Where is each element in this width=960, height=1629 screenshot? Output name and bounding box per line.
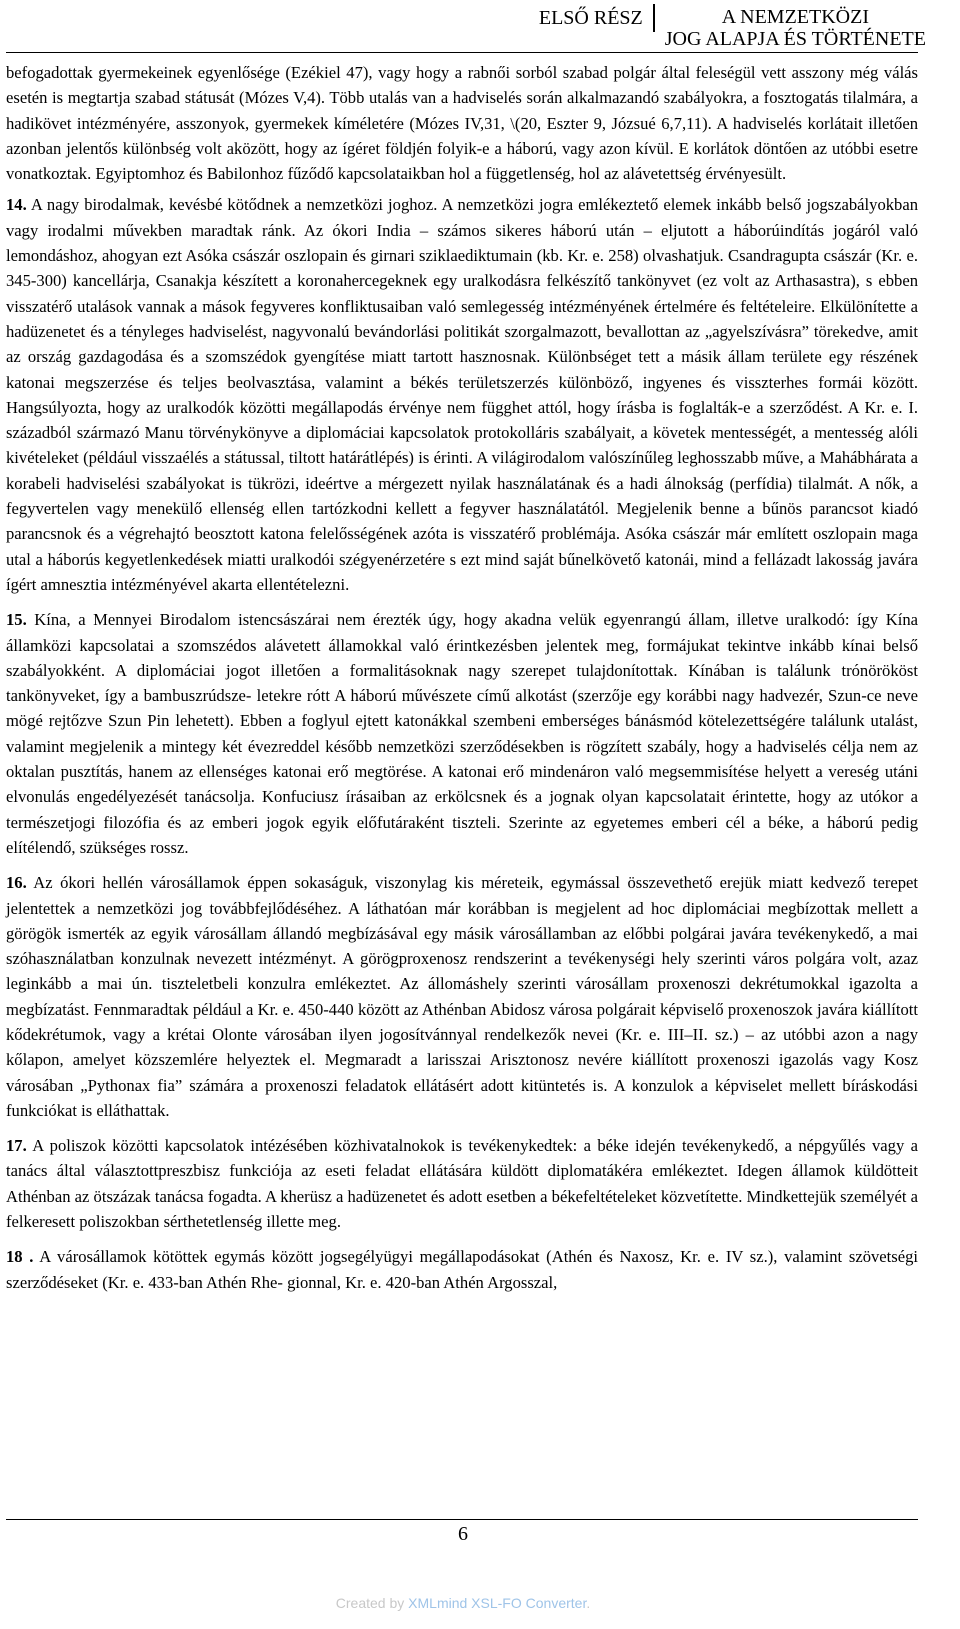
paragraph-18: [6, 1244, 918, 1295]
credit-suffix: .: [586, 1595, 591, 1611]
paragraph-number: 15.: [6, 610, 27, 630]
paragraph-text: befogadottak gyermekeinek egyenlősége (Ezékiel 47), vagy hogy a rabnői sorból szabad polgár által feleségül vett asszony még válás esetén is megtartja szabad státusát (Mózes V,4). Több utalás van a hadviselés során alkalmazandó szabályokra, a fosztogatás tilalmára, a hadikövet intézményére, asszonyok, gyermekek kíméletére (Mózes IV,31, \(20, Eszter 9, Józsué 6,7,11). A hadviselés korlátait illetően azonban jelentős különbség volt aközött, hogy az ígéret földjén folyik-e a háború, vagy azon kívül. E korlátok döntően az utóbbi esetre vonatkoztak. Egyiptomhoz és Babilonhoz fűződő kapcsolataikban hol a függetlenség, hol az alávetettség érvényesült.: [6, 63, 918, 184]
paragraph-14: [6, 192, 918, 597]
paragraph-text: A poliszok közötti kapcsolatok intézésében közhivatalnokok is tevékenykedtek: a béke idején tevékenykedő, a népgyűlés vagy a tanács által választottpreszbisz funkciója az eseti feladat ellátására küldött diplomatákéra emlékeztet. Idegen államok küldötteit Athénban az ötszázak tanácsa fogadta. A kherüsz a hadüzenetet és adott esetben a békefeltételeket közvetítette. Mindkettejük személyét a felkeresett poliszokban sérthetetlenség illette meg.: [6, 1136, 918, 1232]
paragraph-text: A városállamok kötöttek egymás között jogsegélyügyi megállapodásokat (Athén és Naxosz, Kr. e. IV sz.), valamint szövetségi szerződéseket (Kr. e. 433-ban Athén Rhe- gionnal, Kr. e. 420-ban Athén Argosszal,: [6, 1247, 919, 1292]
credit-prefix: Created by: [335, 1595, 409, 1611]
paragraph-continuation: [6, 60, 918, 186]
header-divider: [6, 52, 918, 53]
converter-credit: [0, 1595, 926, 1611]
paragraph-number: 14.: [6, 195, 27, 215]
paragraph-number: 17.: [6, 1136, 27, 1156]
header-title: [655, 4, 926, 50]
header-title-line-2: JOG ALAPJA ÉS TÖRTÉNETE: [664, 28, 926, 50]
paragraph-number: 16.: [6, 873, 27, 893]
paragraph-text: A nagy birodalmak, kevésbé kötődnek a nemzetközi joghoz. A nemzetközi jogra emlékeztető elemek inkább belső jogszabályokban vagy irodalmi művekben maradtak ránk. Az ókori India – számos sikeres háború után – eljutott a háborúindítás jogáról való lemondáshoz, ahogyan ezt Asóka császár oszlopain és girnari sziklaediktumain (kb. Kr. e. 258) olvashatjuk. Csandragupta császár (Kr. e. 345-300) kancellárja, Csanakja készített a koronahercegeknek egy uralkodásra felkészítő tankönyvet (ez volt az Arthasastra), s ebben visszatérő utalások vannak a mások fegyveres konfliktusaiban való semlegesség intézményének értelmére és feltételeire. Elkülönítette a hadüzenetet és a tényleges hadviselést, nagyvonalú bevándorlási politikát szorgalmazott, bevallottan az „agyelszívásra” törekedve, amit az ország gazdagodása és a szomszédok gyengítése miatt tartott hasznosnak. Különbséget tett a másik állam területe egy részének katonai megszerzése és teljes beolvasztása, valamint a békés területszerzés különböző, ingyenes és visszterhes formái között. Hangsúlyozta, hogy az uralkodók közötti megállapodás érvénye nem függhet attól, hogy írásba is foglalták-e a szerződést. A Kr. e. I. századból származó Manu törvénykönyve a diplomáciai kapcsolatok protokolláris szabályait, a követek mentességét, a mentesség alóli kivételeket (például visszaélés a státussal, tiltott határátlépés) is érinti. A világirodalom valószínűleg leghosszabb műve, a Mahábhárata a korabeli hadviselési szabályokat is tükrözi, ideértve a mérgezett nyilak használatának és a hadi álnokság (perfídia) tilalmát. A nők, a fegyvertelen vagy menekülő ellenség ellen tartózkodni kellett a fegyver használatától. Megjelenik benne a bűnös parancsot kiadó parancsnok és a végrehajtó beosztott katona felelősségének azóta is visszatérő problémája. Asóka császár már említett oszlopain maga utal a háborús kegyetlenkedések miatti uralkodói szégyenérzetére s ezt mind saját bűnelkövető katonái, mind a fellázadt lakosság javára ígért amnesztia intézményével akarta ellentételezni.: [6, 195, 918, 594]
paragraph-text: Kína, a Mennyei Birodalom istencsászárai nem érezték úgy, hogy akadna velük egyenrangú állam, illetve uralkodó: így Kína államközi kapcsolatai a szomszédos alávetett államokkal való érintkezésben jelentek meg, formájukat tekintve inkább kínai belső szabályokként. A diplomáciai jogot illetően a formalitásoknak nagy szerepet tulajdonítottak. Kínában is találunk trónörököst tankönyveket, így a bambuszrúdsze- letekre rótt A háború művészete című alkotást (szerzője egy korábbi nagy hadvezér, Szun-ce neve mögé rejtőzve Szun Pin lehetett). Ebben a foglyul ejtett katonákkal szembeni emberséges bánásmód kötelezettségére találunk utalást, valamint megjelenik a mintegy két évezreddel később nemzetközi szerződésekben is rögzített szabály, hogy a hadviselés célja nem az oktalan pusztítás, hanem az ellenséges katonai erő megtörése. A katonai erő mindenáron való megsemmisítése helyett a vereség utáni elvonulás engedélyezését tanácsolja. Konfuciusz írásaiban az erkölcsnek és a jognak olyan kapcsolatait érintette, hogy az utókor a természetjogi filozófia és az emberi jogok egyik előfutáraként tiszteli. Szerinte az egyetemes emberi cél a béke, a háború pedig elítélendő, szükséges rossz.: [6, 610, 918, 857]
header-part: ELSŐ RÉSZ: [539, 4, 655, 32]
paragraph-text: Az ókori hellén városállamok éppen sokaságuk, viszonylag kis méreteik, egymással összevethető erejük miatt kedvező terepet jelentettek a nemzetközi jog továbbfejlődéséhez. A láthatóan már korábban is megjelent ad hoc diplomáciai megbízottak mellett a görögök ismerték az egyik városállam állandó megbízásával egy másik városállamban az előbbi polgárai javára tevékenykedő, a mai szóhasználatban konzulnak nevezett intézményt. A görögproxenosz rendszerint a tevékenységi hely szerinti város polgára volt, azaz leginkább a mai ún. tiszteletbeli konzulra emlékeztet. Az állomáshely szerinti városállam proxenoszi dekrétumokkal igazolta a megbízatást. Fennmaradtak például a Kr. e. 450-440 között az Athénban Abidosz városa polgárait képviselő proxenoszok javára kiállított kődekrétumok, vagy a krétai Olonte városában ilyen jogosítvánnyal rendelkezők nevei (Kr. e. III–II. sz.) – az utóbbi azon a nagy kőlapon, amelyet közszemlére helyeztek el. Megmaradt a larisszai Arisztonosz nevére kiállított proxenoszi igazolás vagy Kosz városában „Pythonax fia” számára a proxenoszi feladatok ellátásért adott kitüntetés is. A konzulok a képviselet mellett bíráskodási funkciókat is elláthattak.: [6, 873, 918, 1120]
paragraph-17: [6, 1133, 918, 1234]
page-number: 6: [458, 1523, 468, 1545]
header-title-line-1: A NEMZETKÖZI: [721, 6, 869, 28]
document-body: [6, 60, 918, 1305]
running-header: [0, 4, 926, 50]
paragraph-number: 18 .: [6, 1247, 34, 1267]
paragraph-16: [6, 870, 918, 1123]
paragraph-15: [6, 607, 918, 860]
credit-brand-link[interactable]: XMLmind XSL-FO Converter: [408, 1595, 587, 1611]
